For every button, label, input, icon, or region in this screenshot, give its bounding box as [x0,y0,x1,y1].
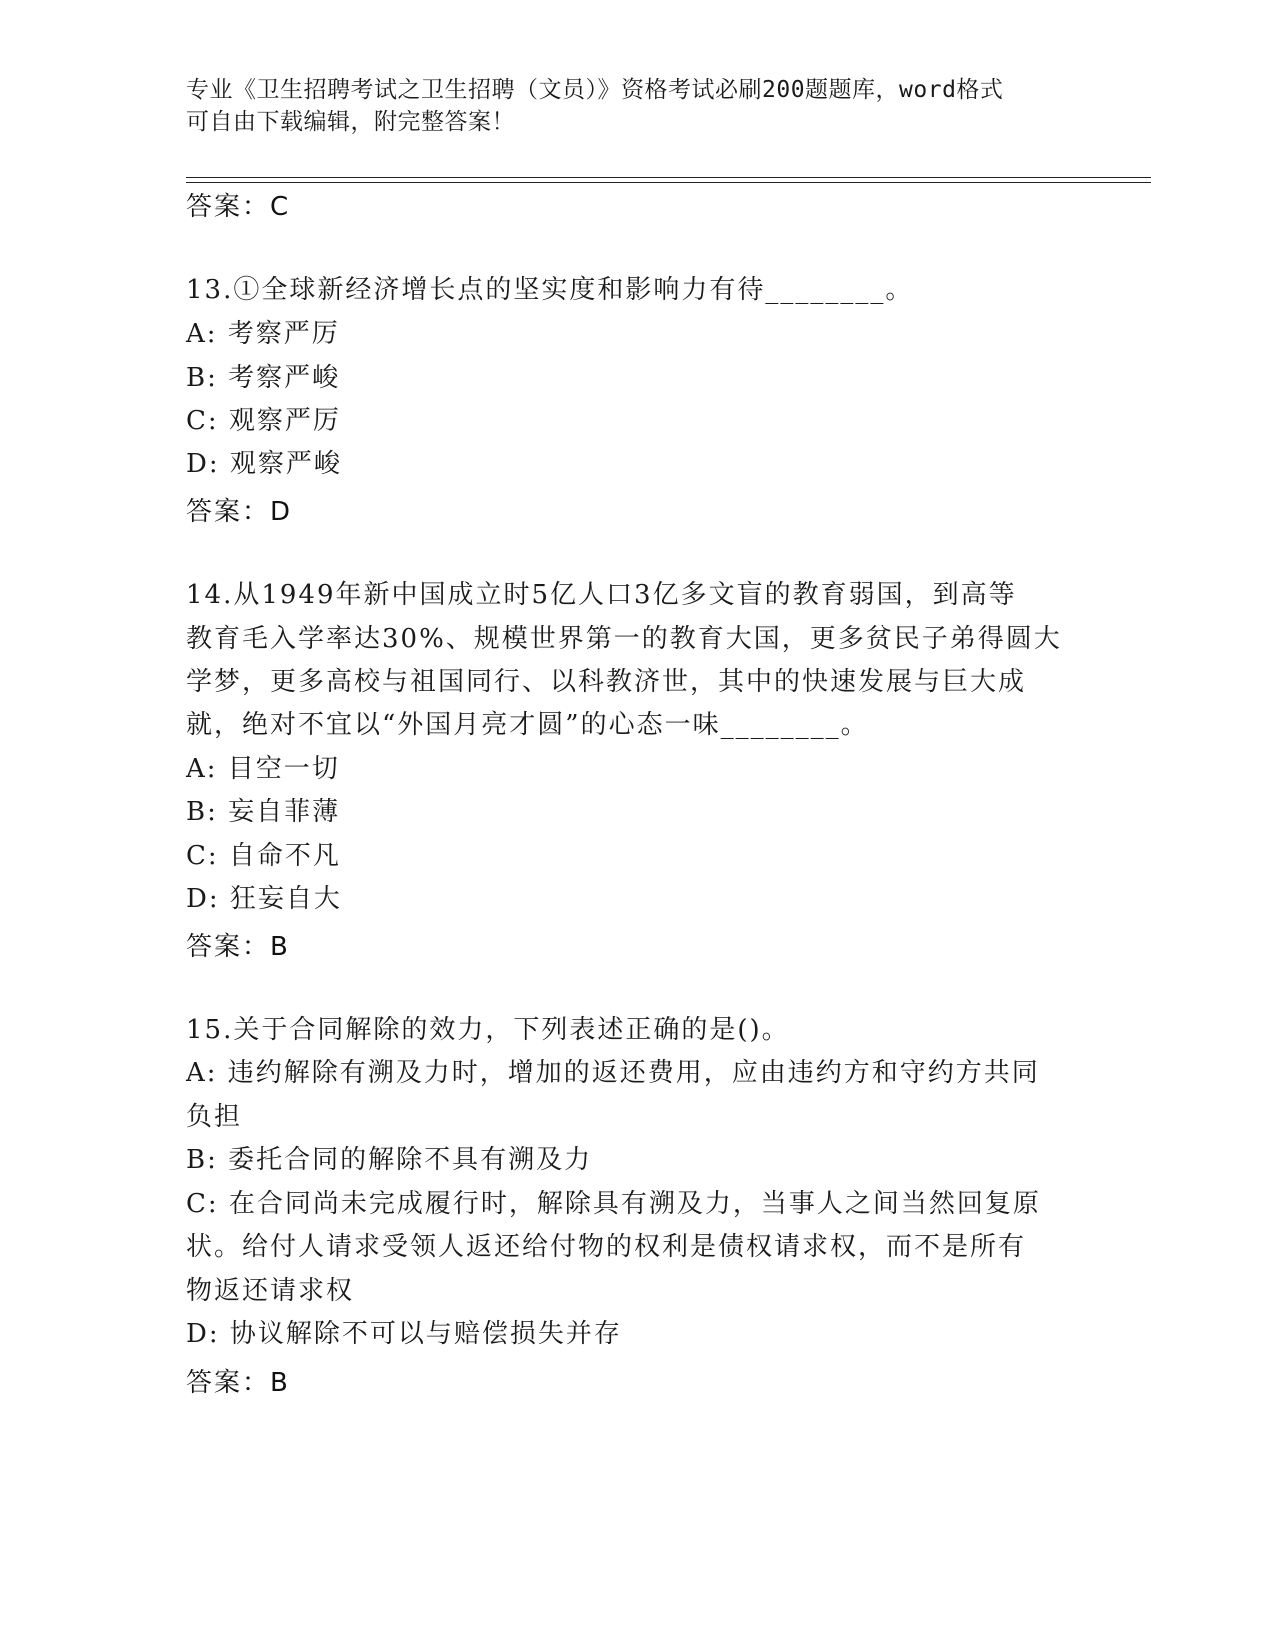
q15-option-c-line-1: C: 在合同尚未完成履行时，解除具有溯及力，当事人之间当然回复原 [186,1189,1041,1219]
document-header [186,74,1066,138]
q15-option-a-line-1: A: 违约解除有溯及力时，增加的返还费用，应由违约方和守约方共同 [186,1058,1040,1088]
q14-stem-line-1: 14.从1949年新中国成立时5亿人口3亿多文盲的教育弱国，到高等 [186,580,1017,610]
q15-option-b: B: 委托合同的解除不具有溯及力 [186,1145,593,1175]
q14-stem-line-4: 就，绝对不宜以“外国月亮才圆”的心态一味________。 [186,710,869,740]
q14-stem-line-2: 教育毛入学率达30%、规模世界第一的教育大国，更多贫民子弟得圆大 [186,624,1062,654]
q14-option-d: D: 狂妄自大 [186,884,342,914]
q13-option-d: D: 观察严峻 [186,449,342,479]
header-line-1: 专业《卫生招聘考试之卫生招聘（文员）》资格考试必刷200题题库，word格式 [186,77,1004,103]
q13-answer: 答案：D [186,497,293,527]
header-divider-top [186,177,1151,178]
q14-stem-line-3: 学梦，更多高校与祖国同行、以科教济世，其中的快速发展与巨大成 [186,667,1027,697]
header-line-2: 可自由下载编辑，附完整答案！ [186,109,515,135]
q15-option-c-line-3: 物返还请求权 [186,1276,355,1306]
q14-option-c: C: 自命不凡 [186,841,341,871]
q15-option-c-line-2: 状。给付人请求受领人返还给付物的权利是债权请求权，而不是所有 [186,1232,1027,1262]
q13-option-b: B: 考察严峻 [186,363,341,393]
q13-option-c: C: 观察严厉 [186,406,341,436]
header-divider-bottom [186,182,1151,183]
q14-answer: 答案：B [186,932,290,962]
q14-option-a: A: 目空一切 [186,754,340,784]
q14-option-b: B: 妄自菲薄 [186,797,341,827]
q15-option-a-line-2: 负担 [186,1102,243,1132]
previous-answer: 答案：C [186,192,291,222]
q13-stem: 13.①全球新经济增长点的坚实度和影响力有待________。 [186,275,914,305]
q13-option-a: A: 考察严厉 [186,319,340,349]
q15-option-d: D: 协议解除不可以与赔偿损失并存 [186,1319,622,1349]
q15-answer: 答案：B [186,1368,290,1398]
q15-stem: 15.关于合同解除的效力，下列表述正确的是()。 [186,1015,790,1045]
